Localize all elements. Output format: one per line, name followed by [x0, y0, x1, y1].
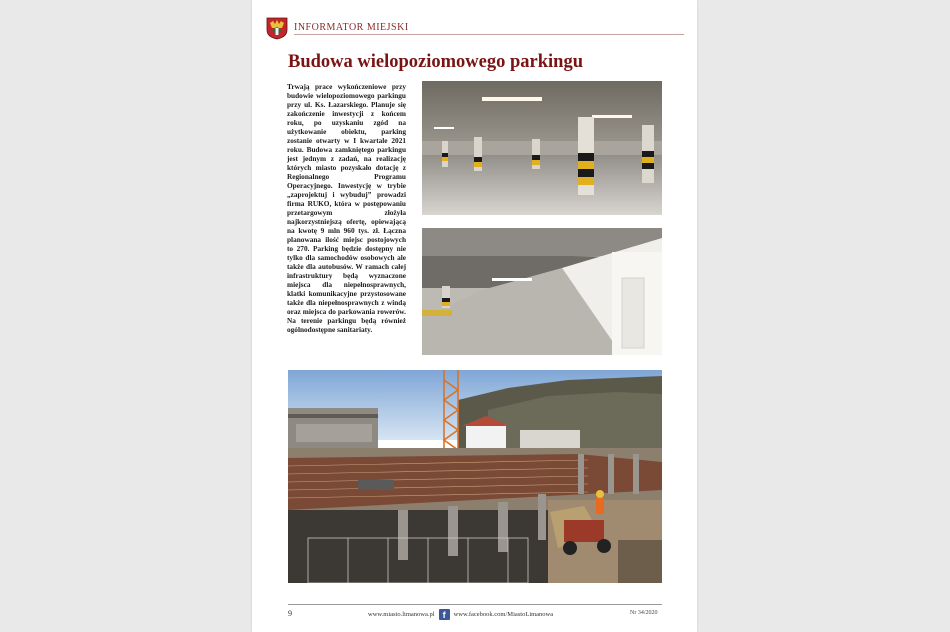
parking-ramp-photo: [422, 228, 662, 355]
footer-links: [368, 609, 553, 620]
website-link[interactable]: www.miasto.limanowa.pl: [368, 611, 435, 618]
city-crest-icon: [266, 16, 288, 40]
footer-divider: [288, 604, 662, 605]
parking-interior-photo: [422, 81, 662, 215]
header-divider: [294, 34, 684, 35]
construction-site-photo: [288, 370, 662, 583]
publication-title: INFORMATOR MIEJSKI: [294, 22, 409, 33]
facebook-link[interactable]: www.facebook.com/MiastoLimanowa: [453, 611, 554, 618]
page-number: 9: [288, 609, 292, 618]
page-header: [266, 16, 686, 42]
article-body: Trwają prace wykończeniowe przy budowie wielopoziomowego parkingu przy ul. Ks. Łazarskiego. Planuje się zakończenie inwestycji z końcem roku, po uzyskaniu zgód na użytkowanie obiektu, parking zostanie otwarty w I kwartale 2021 roku. Budowa zamkniętego parkingu jest jednym z zadań, na realizację których miasto pozyskało dotację z Regionalnego Programu Operacyjnego. Inwestycję w trybie „zaprojektuj i wybuduj” prowadzi firma RUKO, która w postępowaniu przetargowym złożyła najkorzystniejszą ofertę, opiewającą na kwotę 9 mln 960 tys. zł. Łączna planowana ilość miejsc postojowych to 270. Parking będzie dostępny nie tylko dla samochodów osobowych ale także dla autobusów. W ramach całej infrastruktury będą wyznaczone miejsca dla niepełnosprawnych, klatki komunikacyjne przystosowane także dla niepełnosprawnych z windą oraz miejsca do parkowania rowerów. Na terenie parkingu będą również ogólnodostępne sanitariaty.: [287, 82, 406, 334]
issue-number: Nr 34/2020: [630, 610, 658, 616]
article-title: Budowa wielopoziomowego parkingu: [288, 52, 584, 72]
magazine-page: [252, 0, 697, 632]
facebook-icon: f: [439, 609, 450, 620]
